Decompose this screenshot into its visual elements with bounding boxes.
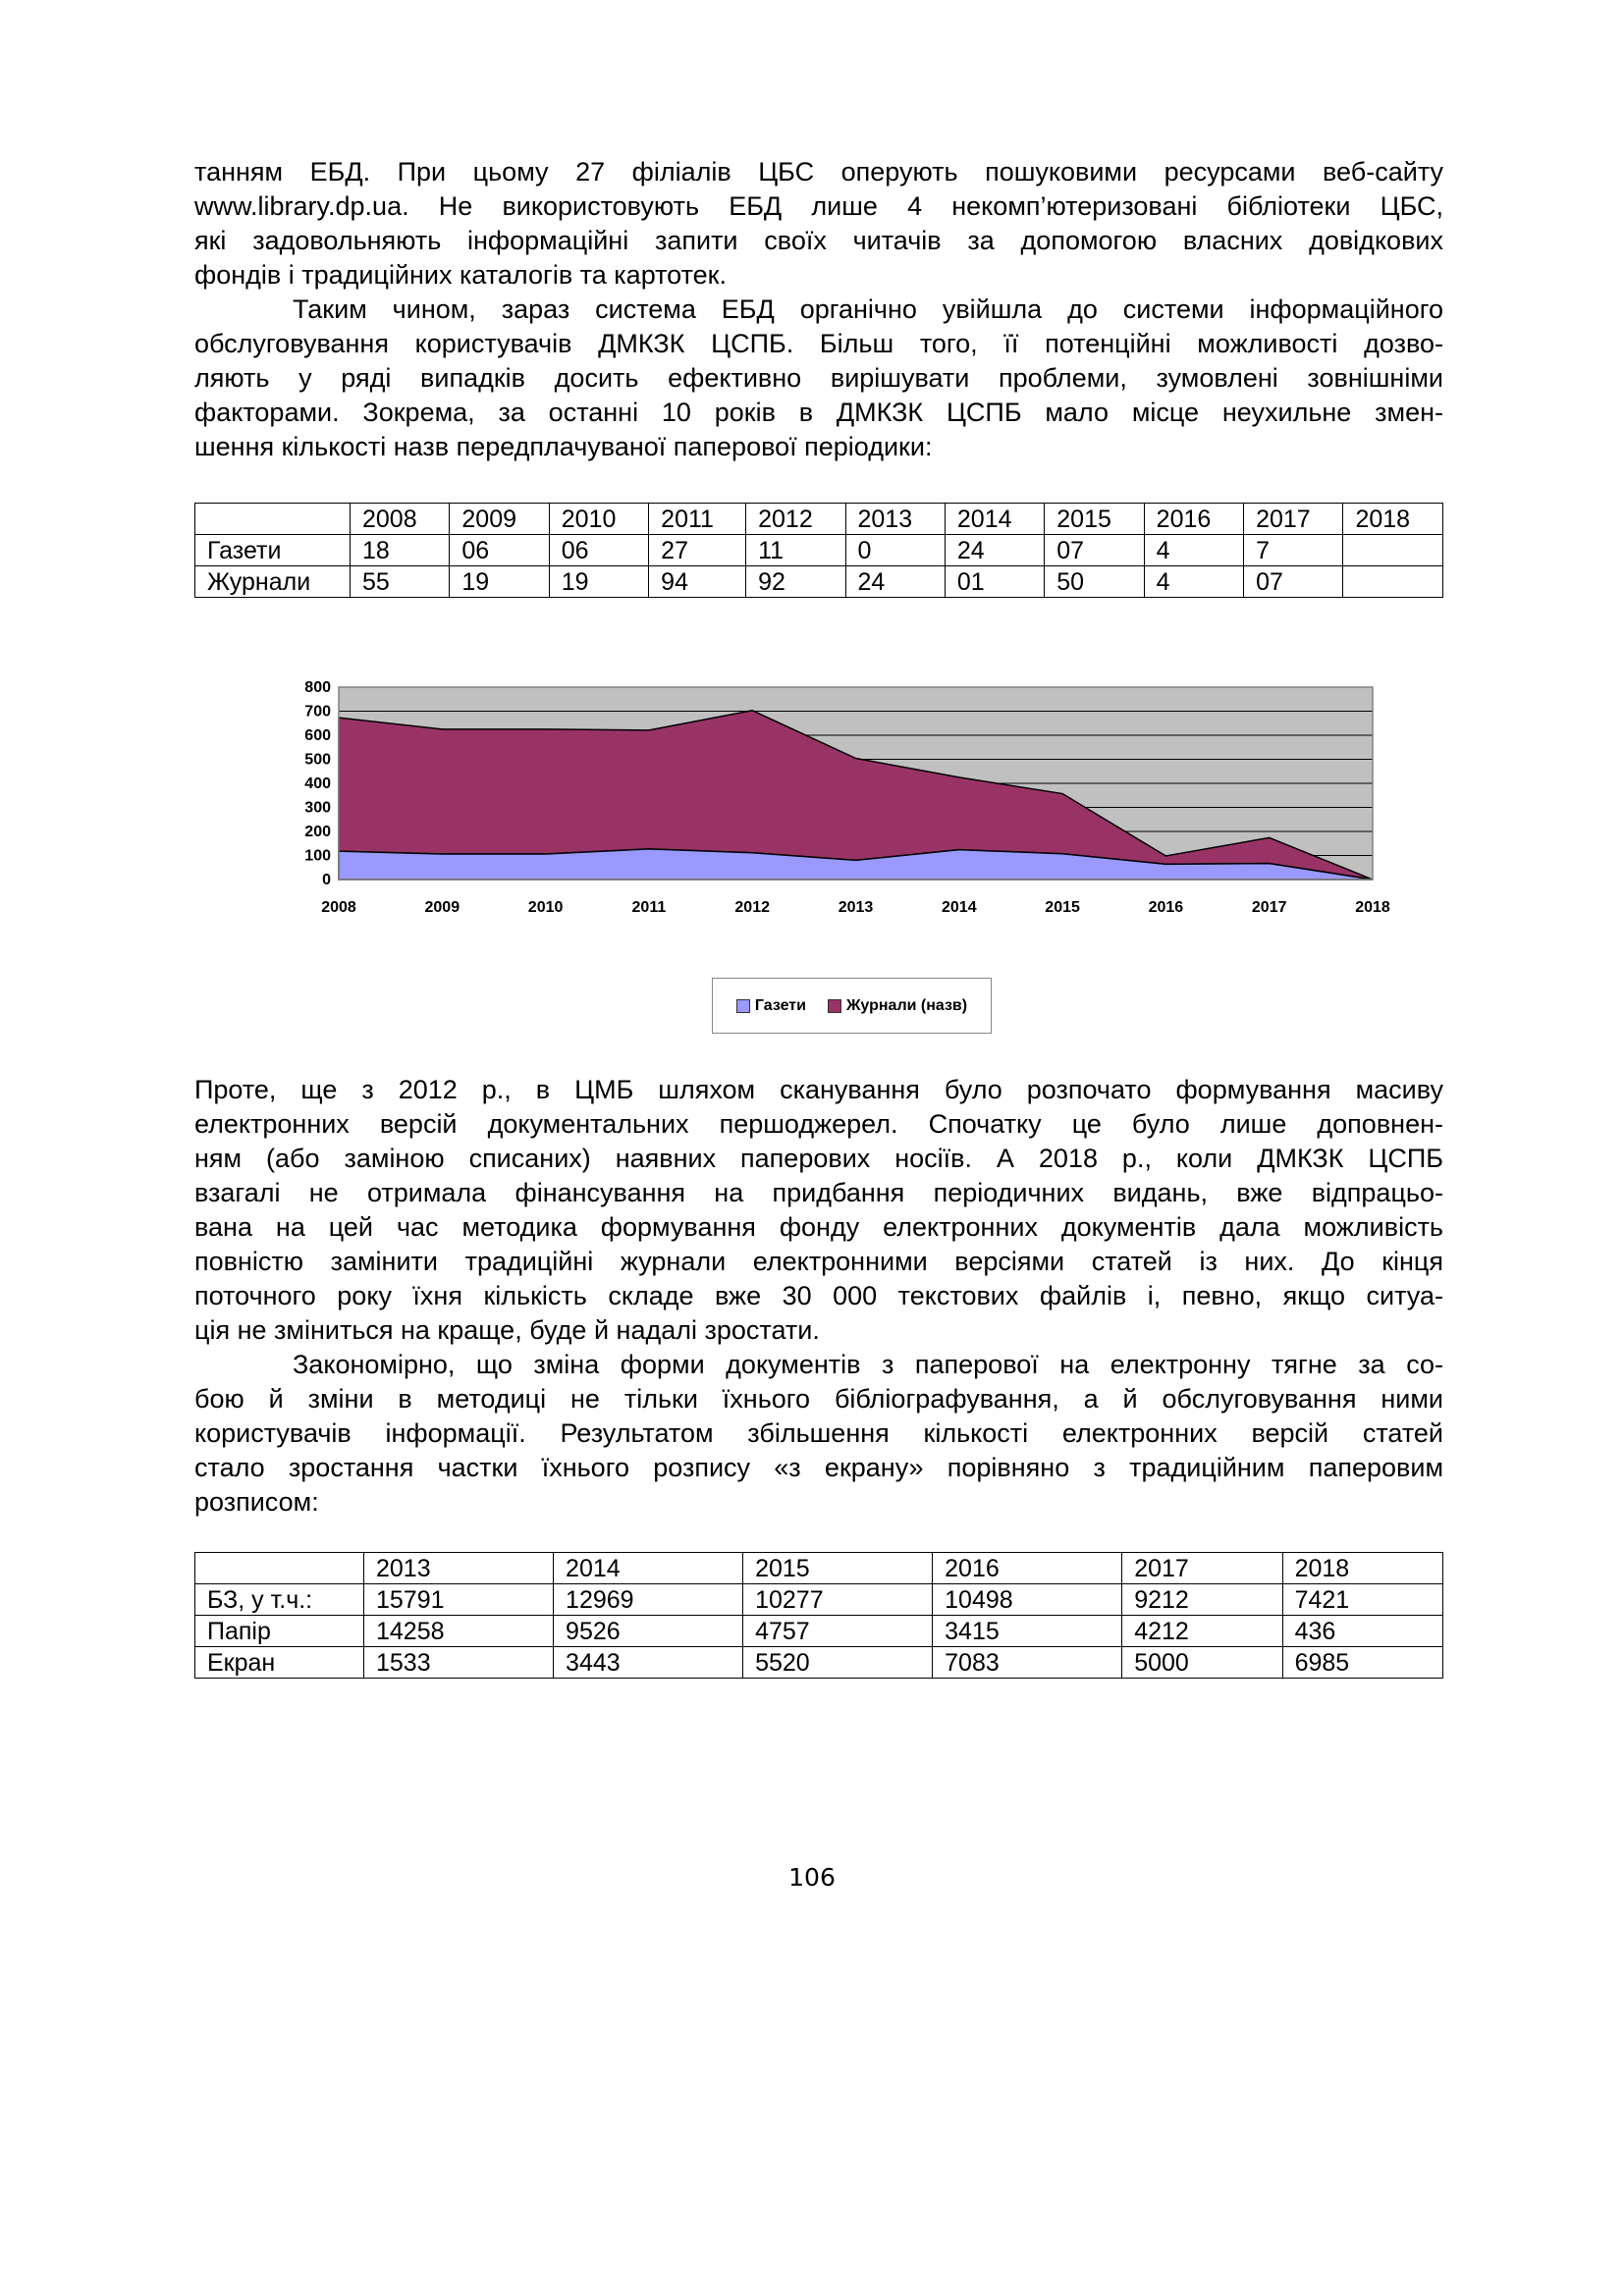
text-line: танням ЕБД. При цьому 27 філіалів ЦБС оперують пошуковими ресурсами веб-сайту — [194, 157, 1443, 187]
y-tick-label: 100 — [304, 847, 331, 865]
chart-legend — [712, 978, 992, 1034]
x-tick-label: 2013 — [838, 899, 874, 916]
y-tick-label: 200 — [304, 824, 331, 840]
text-line: взагалі не отримала фінансування на придбання періодичних видань, вже відпрацьо- — [194, 1178, 1443, 1207]
table-cell: 2018 — [1282, 1553, 1442, 1584]
table-cell: 15791 — [364, 1584, 554, 1616]
table-cell: 9212 — [1122, 1584, 1282, 1616]
y-tick-label: 500 — [304, 751, 331, 769]
table-cell: БЗ, у т.ч.: — [195, 1584, 364, 1616]
table-cell: 7 — [1244, 535, 1343, 566]
table-cell: 2015 — [743, 1553, 933, 1584]
text-line: користувачів інформації. Результатом збільшення кількості електронних версій статей — [194, 1418, 1443, 1448]
page-number: 106 — [788, 1863, 836, 1892]
y-tick-label: 800 — [304, 679, 331, 696]
table-cell: 24 — [945, 535, 1044, 566]
x-tick-label: 2016 — [1148, 899, 1184, 916]
table-cell: 2011 — [649, 504, 746, 535]
text-block-bottom — [194, 1073, 1443, 1520]
table-cell: 07 — [1045, 535, 1144, 566]
table-cell: 4 — [1144, 535, 1243, 566]
table-cell: 2014 — [554, 1553, 743, 1584]
table-cell: 2017 — [1244, 504, 1343, 535]
table-cell: 2018 — [1343, 504, 1443, 535]
text-line: бою й зміни в методиці не тільки їхнього бібліографування, а й обслуговування ними — [194, 1384, 1443, 1414]
text-line: ляють у ряді випадків досить ефективно вирішувати проблеми, зумовлені зовнішніми — [194, 363, 1443, 393]
y-tick-label: 300 — [304, 799, 331, 817]
text-line: Таким чином, зараз система ЕБД органічно увійшла до системи інформаційного — [293, 294, 1443, 324]
text-line: електронних версій документальних першоджерел. Спочатку це було лише доповнен- — [194, 1109, 1443, 1139]
table-cell: 11 — [746, 535, 845, 566]
table-cell: 4757 — [743, 1616, 933, 1647]
table-header-row — [195, 504, 1443, 535]
legend-item — [828, 997, 967, 1015]
table-cell: 436 — [1282, 1616, 1442, 1647]
table-cell: Папір — [195, 1616, 364, 1647]
table-cell: 2016 — [933, 1553, 1122, 1584]
table-cell: 2013 — [364, 1553, 554, 1584]
table-cell: 7083 — [933, 1647, 1122, 1679]
table-row — [195, 1584, 1443, 1616]
table-cell: 06 — [450, 535, 549, 566]
table-cell: 5520 — [743, 1647, 933, 1679]
text-line: стало зростання частки їхнього розпису «з екрану» порівняно з традиційним паперовим — [194, 1453, 1443, 1482]
table-cell: 0 — [845, 535, 945, 566]
text-line: вана на цей час методика формування фонду електронних документів дала можливість — [194, 1212, 1443, 1242]
table-cell — [1343, 535, 1443, 566]
table-cell: 2010 — [549, 504, 648, 535]
y-tick-label: 400 — [304, 775, 331, 792]
legend-label: Журнали (назв) — [845, 996, 968, 1014]
table-cell: 2013 — [845, 504, 945, 535]
paragraph — [194, 1073, 1443, 1348]
table-cell: 2014 — [945, 504, 1044, 535]
table-cell: 4212 — [1122, 1616, 1282, 1647]
legend-item — [736, 997, 806, 1015]
table-cell: 2012 — [746, 504, 845, 535]
table-row — [195, 566, 1443, 598]
table-cell: 10277 — [743, 1584, 933, 1616]
paragraph — [194, 293, 1443, 464]
paragraph — [194, 1348, 1443, 1520]
table-cell: 12969 — [554, 1584, 743, 1616]
table-cell — [195, 1553, 364, 1584]
text-line: Проте, ще з 2012 р., в ЦМБ шляхом сканування було розпочато формування масиву — [194, 1075, 1443, 1104]
x-tick-label: 2011 — [631, 899, 667, 916]
text-line: повністю замінити традиційні журнали електронними версіями статей із них. До кінця — [194, 1247, 1443, 1276]
table-cell: 06 — [549, 535, 648, 566]
text-line: розписом: — [194, 1487, 319, 1517]
text-line: ням (або заміною списаних) наявних паперових носіїв. А 2018 р., коли ДМКЗК ЦСПБ — [194, 1144, 1443, 1173]
table-cell: 55 — [351, 566, 450, 598]
text-line: факторами. Зокрема, за останні 10 років в ДМКЗК ЦСПБ мало місце неухильне змен- — [194, 398, 1443, 427]
table-cell: 01 — [945, 566, 1044, 598]
text-line: www.library.dp.ua. Не використовують ЕБД лише 4 некомп’ютеризовані бібліотеки ЦБС, — [194, 191, 1443, 221]
table-row — [195, 1647, 1443, 1679]
table-cell: 9526 — [554, 1616, 743, 1647]
table-cell: Журнали — [195, 566, 351, 598]
paragraph — [194, 155, 1443, 293]
x-tick-label: 2014 — [942, 899, 977, 916]
legend-label: Газети — [754, 996, 806, 1014]
y-tick-label: 700 — [304, 703, 331, 721]
table-cell: 27 — [649, 535, 746, 566]
text-block-top — [194, 155, 1443, 464]
table-cell: 2017 — [1122, 1553, 1282, 1584]
description-table — [194, 1552, 1443, 1679]
table-row — [195, 1616, 1443, 1647]
table-cell: 5000 — [1122, 1647, 1282, 1679]
table-cell — [195, 504, 351, 535]
table-cell: 94 — [649, 566, 746, 598]
table-cell: 18 — [351, 535, 450, 566]
table-cell: 2009 — [450, 504, 549, 535]
text-line: обслуговування користувачів ДМКЗК ЦСПБ. Більш того, її потенційні можливості дозво- — [194, 329, 1443, 358]
table-cell — [1343, 566, 1443, 598]
table-header-row — [195, 1553, 1443, 1584]
table-cell: 14258 — [364, 1616, 554, 1647]
x-tick-label: 2010 — [527, 899, 564, 916]
table-cell: 2008 — [351, 504, 450, 535]
text-line: які задовольняють інформаційні запити своїх читачів за допомогою власних довідкових — [194, 226, 1443, 255]
x-tick-label: 2009 — [424, 899, 460, 916]
table-cell: 19 — [450, 566, 549, 598]
x-tick-label: 2018 — [1355, 899, 1390, 916]
periodicals-table — [194, 503, 1443, 598]
table-cell: Газети — [195, 535, 351, 566]
table-cell: 24 — [845, 566, 945, 598]
text-line: шення кількості назв передплачуваної паперової періодики: — [194, 432, 933, 461]
table-cell: 1533 — [364, 1647, 554, 1679]
table-cell: 6985 — [1282, 1647, 1442, 1679]
legend-swatch-journals — [828, 999, 841, 1013]
table-cell: 7421 — [1282, 1584, 1442, 1616]
x-tick-label: 2017 — [1251, 899, 1287, 916]
y-tick-label: 0 — [322, 872, 331, 888]
table-cell: 19 — [549, 566, 648, 598]
y-tick-label: 600 — [304, 727, 331, 744]
text-line: Закономірно, що зміна форми документів з паперової на електронну тягне за со- — [293, 1350, 1443, 1379]
table-cell: 10498 — [933, 1584, 1122, 1616]
legend-swatch-newspapers — [736, 999, 750, 1013]
table-row — [195, 535, 1443, 566]
x-tick-label: 2015 — [1045, 899, 1080, 916]
table-cell: 2015 — [1045, 504, 1144, 535]
table-cell: 3443 — [554, 1647, 743, 1679]
text-line: ція не зміниться на краще, буде й надалі зростати. — [194, 1315, 820, 1345]
text-line: фондів і традиційних каталогів та картотек. — [194, 260, 727, 290]
x-tick-label: 2012 — [734, 899, 770, 916]
table-cell: 07 — [1244, 566, 1343, 598]
chart-svg — [285, 675, 1414, 970]
x-tick-label: 2008 — [321, 899, 356, 916]
table-cell: 3415 — [933, 1616, 1122, 1647]
table-cell: 92 — [746, 566, 845, 598]
table-cell: 2016 — [1144, 504, 1243, 535]
table-cell: 4 — [1144, 566, 1243, 598]
table-cell: Екран — [195, 1647, 364, 1679]
text-line: поточного року їхня кількість складе вже 30 000 текстових файлів і, певно, якщо ситуа- — [194, 1281, 1443, 1310]
table-cell: 50 — [1045, 566, 1144, 598]
